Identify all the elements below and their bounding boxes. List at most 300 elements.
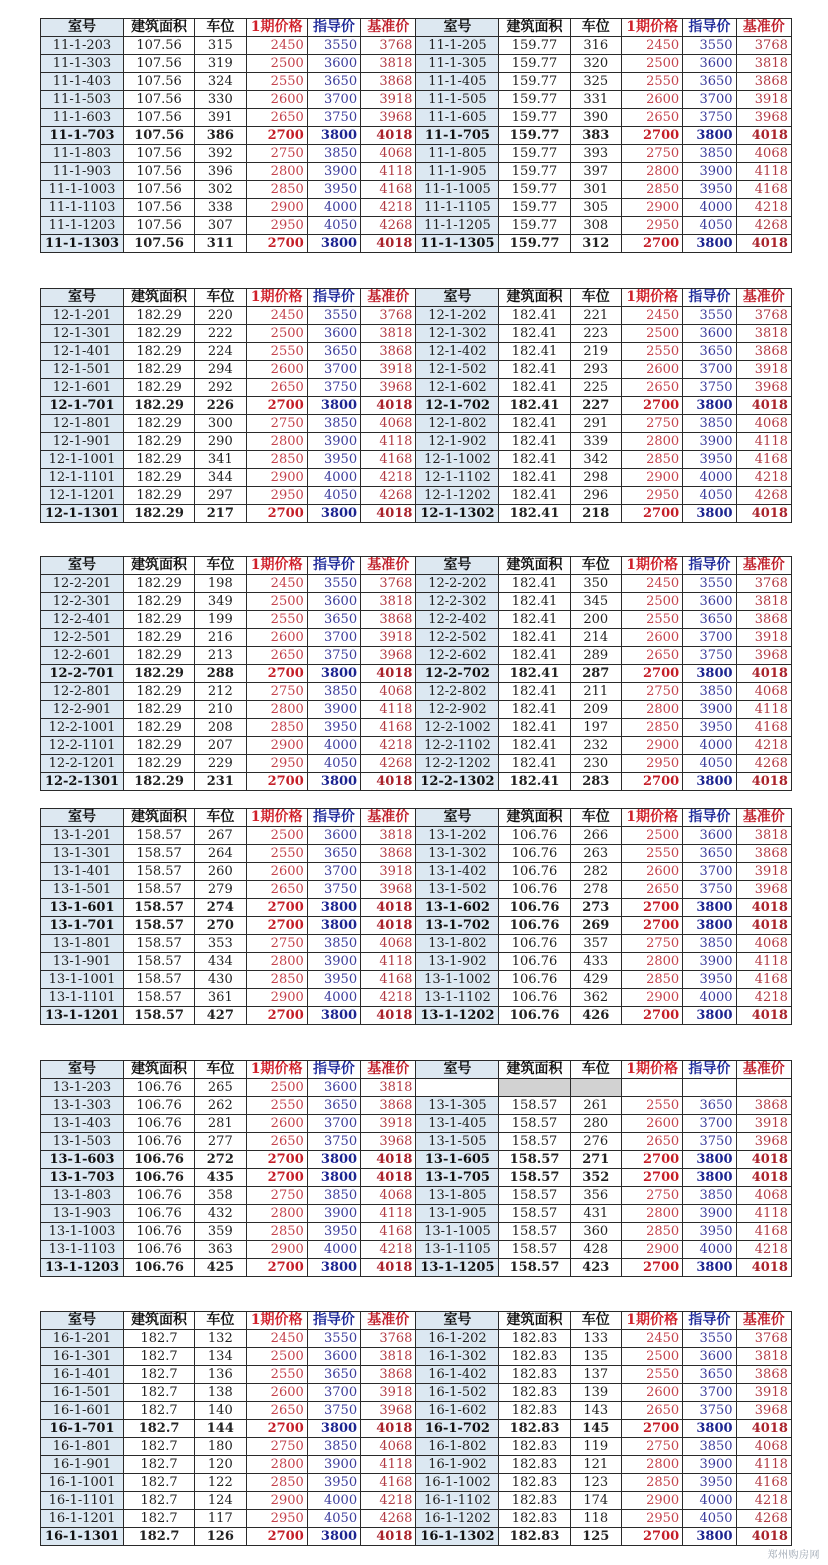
cell-area: 106.76 [499,863,570,881]
cell-room: 12-1-601 [41,379,124,397]
cell-p1: 2750 [621,1438,682,1456]
cell-gd: 3750 [307,1402,360,1420]
cell-bz: 3768 [361,575,416,593]
cell-p1: 2650 [246,1133,307,1151]
column-header: 基准价 [736,809,791,827]
column-header: 建筑面积 [499,19,570,37]
cell-park: 120 [195,1456,246,1474]
cell-area: 106.76 [124,1133,195,1151]
cell-room: 13-1-301 [41,845,124,863]
header-row [41,19,792,37]
cell-area: 106.76 [124,1241,195,1259]
cell-bz: 3968 [736,881,791,899]
cell-p1: 2950 [621,1510,682,1528]
cell-area: 182.29 [124,325,195,343]
cell-gd: 3750 [683,379,736,397]
cell-area: 182.29 [124,593,195,611]
cell-room: 12-1-401 [41,343,124,361]
cell-area: 182.29 [124,433,195,451]
table-row [41,1259,792,1277]
column-header: 指导价 [683,19,736,37]
cell-park: 208 [195,719,246,737]
column-header: 建筑面积 [499,557,570,575]
cell-gd: 3750 [307,647,360,665]
cell-area: 106.76 [124,1169,195,1187]
cell-p1: 2900 [621,1492,682,1510]
cell-bz: 4118 [736,1456,791,1474]
cell-park: 229 [195,755,246,773]
cell-park: 117 [195,1510,246,1528]
cell-p1: 2700 [246,505,307,523]
cell-area: 182.83 [499,1456,570,1474]
cell-area: 182.41 [499,343,570,361]
cell-room: 13-1-1105 [416,1241,499,1259]
cell-room: 11-1-403 [41,73,124,91]
cell-p1: 2450 [246,1330,307,1348]
table-row [41,73,792,91]
cell-gd: 3750 [307,379,360,397]
cell-p1: 2700 [621,1007,682,1025]
cell-area: 182.41 [499,737,570,755]
cell-bz: 4018 [361,505,416,523]
cell-gd: 3800 [683,1528,736,1546]
column-header: 建筑面积 [124,19,195,37]
cell-p1: 2700 [246,899,307,917]
column-header: 室号 [416,1061,499,1079]
cell-area: 159.77 [499,163,570,181]
cell-park: 393 [570,145,621,163]
cell-bz: 3968 [736,1133,791,1151]
cell-area: 182.7 [124,1474,195,1492]
cell-gd: 4000 [683,1492,736,1510]
cell-p1: 2750 [246,1438,307,1456]
cell-area: 182.83 [499,1330,570,1348]
cell-gd: 3850 [307,683,360,701]
cell-area: 182.41 [499,379,570,397]
cell-room: 11-1-803 [41,145,124,163]
column-header: 车位 [195,1312,246,1330]
cell-bz: 3968 [361,109,416,127]
cell-park: 143 [570,1402,621,1420]
cell-gd: 3650 [683,845,736,863]
cell-room: 12-1-802 [416,415,499,433]
cell-bz: 4018 [736,1007,791,1025]
cell-bz: 3918 [736,1115,791,1133]
cell-room: 13-1-401 [41,863,124,881]
cell-park: 230 [570,755,621,773]
table-row [41,1510,792,1528]
cell-room: 16-1-601 [41,1402,124,1420]
cell-park: 273 [570,899,621,917]
column-header: 车位 [570,1061,621,1079]
cell-bz: 3818 [736,593,791,611]
cell-gd: 3600 [683,827,736,845]
cell-room: 13-1-1002 [416,971,499,989]
cell-area: 182.41 [499,469,570,487]
cell-park: 210 [195,701,246,719]
cell-bz: 3868 [361,1097,416,1115]
cell-gd: 3800 [307,397,360,415]
cell-p1: 2600 [246,1384,307,1402]
cell-room: 13-1-305 [416,1097,499,1115]
table-row [41,1348,792,1366]
cell-gd: 3950 [683,1223,736,1241]
cell-gd: 3800 [307,917,360,935]
cell-gd: 3600 [307,325,360,343]
cell-area: 182.41 [499,647,570,665]
cell-area: 159.77 [499,235,570,253]
cell-park: 140 [195,1402,246,1420]
price-table [40,288,792,523]
cell-p1: 2650 [621,647,682,665]
cell-gd: 3750 [683,881,736,899]
cell-area: 106.76 [499,971,570,989]
cell-bz: 3918 [736,91,791,109]
cell-gd: 3950 [683,1474,736,1492]
cell-room: 16-1-702 [416,1420,499,1438]
cell-room: 13-1-1102 [416,989,499,1007]
cell-room: 11-1-405 [416,73,499,91]
cell-park: 209 [570,701,621,719]
table-row [41,1205,792,1223]
table-row [41,325,792,343]
cell-park: 349 [195,593,246,611]
cell-gd: 3800 [307,665,360,683]
cell-area: 106.76 [499,917,570,935]
cell-area: 182.29 [124,397,195,415]
cell-gd: 3600 [683,55,736,73]
cell-area: 182.7 [124,1456,195,1474]
cell-bz: 4018 [736,235,791,253]
cell-room: 13-1-1001 [41,971,124,989]
cell-room: 11-1-505 [416,91,499,109]
cell-bz: 4018 [361,1420,416,1438]
cell-p1: 2450 [246,575,307,593]
cell-bz: 3918 [361,91,416,109]
cell-gd: 3900 [307,953,360,971]
cell-room: 16-1-202 [416,1330,499,1348]
cell-p1: 2550 [621,845,682,863]
cell-bz: 4218 [736,737,791,755]
cell-park: 426 [570,1007,621,1025]
column-header: 室号 [41,1061,124,1079]
cell-park: 264 [195,845,246,863]
cell-p1: 2550 [621,611,682,629]
cell-area: 182.29 [124,451,195,469]
table-row [41,163,792,181]
cell-area: 159.77 [499,217,570,235]
cell-room: 11-1-1105 [416,199,499,217]
cell-gd: 3550 [307,575,360,593]
cell-gd: 3550 [307,1330,360,1348]
cell-bz: 3818 [361,1079,416,1097]
cell-park: 135 [570,1348,621,1366]
cell-room: 16-1-1201 [41,1510,124,1528]
table-row [41,1007,792,1025]
cell-gd: 4050 [307,217,360,235]
table-row [41,935,792,953]
cell-p1: 2650 [621,881,682,899]
cell-park: 290 [195,433,246,451]
table-row [41,1151,792,1169]
column-header: 车位 [195,19,246,37]
cell-park: 217 [195,505,246,523]
cell-p1: 2700 [621,665,682,683]
cell-park: 311 [195,235,246,253]
cell-bz: 4218 [736,469,791,487]
cell-room: 13-1-802 [416,935,499,953]
cell-p1: 2550 [621,1097,682,1115]
cell-room: 12-1-901 [41,433,124,451]
cell-park: 145 [570,1420,621,1438]
cell-area: 158.57 [124,845,195,863]
cell-area: 182.7 [124,1384,195,1402]
cell-area: 182.7 [124,1492,195,1510]
cell-p1: 2700 [621,1420,682,1438]
cell-p1: 2550 [621,1366,682,1384]
cell-p1: 2750 [621,935,682,953]
table-row [41,397,792,415]
cell-area: 182.7 [124,1510,195,1528]
cell-area: 158.57 [499,1169,570,1187]
cell-bz: 3768 [736,1330,791,1348]
cell-p1: 2900 [246,1241,307,1259]
cell-p1: 2750 [246,415,307,433]
column-header: 基准价 [361,1312,416,1330]
cell-p1: 2600 [621,1384,682,1402]
cell-bz: 3868 [361,73,416,91]
price-table [40,808,792,1025]
cell-room: 13-1-603 [41,1151,124,1169]
cell-park: 287 [570,665,621,683]
table-row [41,343,792,361]
cell-park: 218 [570,505,621,523]
cell-room: 12-1-1102 [416,469,499,487]
cell-room: 13-1-801 [41,935,124,953]
cell-area: 107.56 [124,55,195,73]
cell-park: 119 [570,1438,621,1456]
cell-bz: 3818 [736,55,791,73]
cell-area: 159.77 [499,181,570,199]
cell-room: 11-1-605 [416,109,499,127]
cell-room: 12-1-602 [416,379,499,397]
cell-p1: 2650 [246,379,307,397]
cell-bz: 3968 [736,109,791,127]
table-row [41,109,792,127]
cell-park: 296 [570,487,621,505]
cell-area: 182.29 [124,665,195,683]
cell-area: 182.29 [124,505,195,523]
table-row [41,1241,792,1259]
cell-p1: 2600 [246,629,307,647]
cell-p1: 2700 [621,1528,682,1546]
cell-park: 219 [570,343,621,361]
cell-p1: 2500 [246,1348,307,1366]
cell-bz: 4118 [736,953,791,971]
cell-park: 430 [195,971,246,989]
cell-p1: 2700 [621,1259,682,1277]
cell-gd: 3900 [307,433,360,451]
cell-p1: 2800 [246,1205,307,1223]
column-header: 基准价 [361,557,416,575]
column-header: 室号 [41,1312,124,1330]
cell-p1: 2600 [621,629,682,647]
cell-area: 182.29 [124,647,195,665]
cell-room: 16-1-1102 [416,1492,499,1510]
cell-park: 325 [570,73,621,91]
cell-gd: 3950 [683,451,736,469]
cell-p1: 2750 [246,145,307,163]
cell-gd [683,1079,736,1097]
cell-p1: 2900 [621,469,682,487]
cell-area: 182.83 [499,1348,570,1366]
column-header: 室号 [416,289,499,307]
cell-gd: 3800 [683,1420,736,1438]
cell-area: 182.29 [124,469,195,487]
cell-bz: 3818 [361,827,416,845]
cell-bz: 4068 [736,935,791,953]
cell-bz: 4018 [736,1151,791,1169]
cell-area: 182.7 [124,1330,195,1348]
cell-bz: 4168 [736,1474,791,1492]
cell-gd: 3800 [307,235,360,253]
cell-bz: 3868 [736,1097,791,1115]
cell-park: 207 [195,737,246,755]
cell-room: 13-1-601 [41,899,124,917]
cell-room: 13-1-402 [416,863,499,881]
cell-room: 12-1-1201 [41,487,124,505]
cell-park: 216 [195,629,246,647]
cell-bz: 4018 [736,1420,791,1438]
cell-area: 159.77 [499,199,570,217]
cell-area: 182.41 [499,593,570,611]
cell-bz: 4218 [361,199,416,217]
table-row [41,629,792,647]
cell-p1: 2950 [621,217,682,235]
cell-room: 12-2-501 [41,629,124,647]
cell-bz: 4018 [361,917,416,935]
cell-area: 107.56 [124,37,195,55]
watermark: 郑州购房网 [767,1550,820,1561]
cell-p1: 2500 [621,325,682,343]
cell-room: 11-1-203 [41,37,124,55]
table-row [41,683,792,701]
column-header: 建筑面积 [124,289,195,307]
cell-area: 182.41 [499,755,570,773]
cell-bz: 4268 [361,1510,416,1528]
cell-p1: 2450 [246,307,307,325]
cell-area: 182.41 [499,487,570,505]
cell-bz: 4018 [361,773,416,791]
cell-p1: 2700 [246,397,307,415]
column-header: 1期价格 [246,809,307,827]
cell-area: 182.41 [499,701,570,719]
cell-bz: 3768 [361,37,416,55]
cell-area: 182.83 [499,1420,570,1438]
cell-p1: 2900 [246,1492,307,1510]
cell-p1: 2850 [621,181,682,199]
cell-gd: 3950 [683,181,736,199]
column-header: 基准价 [736,1312,791,1330]
column-header: 1期价格 [621,557,682,575]
cell-gd: 3550 [683,1330,736,1348]
cell-bz: 4018 [736,505,791,523]
cell-park: 362 [570,989,621,1007]
cell-area: 158.57 [499,1205,570,1223]
cell-room: 11-1-603 [41,109,124,127]
cell-park: 292 [195,379,246,397]
cell-p1: 2800 [246,953,307,971]
cell-area: 182.29 [124,683,195,701]
cell-area: 182.41 [499,719,570,737]
cell-area: 182.7 [124,1366,195,1384]
cell-p1: 2600 [621,361,682,379]
cell-area: 159.77 [499,91,570,109]
cell-gd: 3800 [683,1259,736,1277]
cell-room: 16-1-402 [416,1366,499,1384]
cell-gd: 3550 [683,37,736,55]
cell-room: 12-2-301 [41,593,124,611]
column-header: 车位 [195,289,246,307]
cell-area: 182.83 [499,1510,570,1528]
cell-room: 16-1-401 [41,1366,124,1384]
cell-gd: 3600 [683,1348,736,1366]
column-header: 1期价格 [246,1312,307,1330]
cell-p1: 2500 [246,1079,307,1097]
cell-park: 291 [570,415,621,433]
cell-room: 11-1-1203 [41,217,124,235]
cell-area: 182.41 [499,629,570,647]
cell-p1: 2850 [621,719,682,737]
cell-p1: 2500 [246,827,307,845]
cell-bz: 3868 [736,343,791,361]
cell-bz: 4018 [361,397,416,415]
column-header: 基准价 [736,19,791,37]
cell-bz: 4168 [736,719,791,737]
cell-area: 106.76 [499,827,570,845]
cell-gd: 3950 [307,181,360,199]
cell-park: 225 [570,379,621,397]
cell-area: 182.29 [124,773,195,791]
table-row [41,593,792,611]
table-row [41,1097,792,1115]
cell-gd: 3700 [683,1115,736,1133]
cell-gd: 4000 [683,1241,736,1259]
cell-gd: 3650 [683,343,736,361]
cell-room: 13-1-902 [416,953,499,971]
cell-room: 13-1-1201 [41,1007,124,1025]
cell-room: 16-1-1202 [416,1510,499,1528]
table-row [41,1366,792,1384]
cell-bz: 4018 [361,1528,416,1546]
price-table [40,556,792,791]
cell-park: 144 [195,1420,246,1438]
column-header: 基准价 [736,557,791,575]
cell-bz: 4168 [361,451,416,469]
cell-bz: 4118 [361,1456,416,1474]
cell-bz: 3868 [736,1366,791,1384]
cell-park: 224 [195,343,246,361]
cell-gd: 3650 [683,1097,736,1115]
cell-room: 13-1-701 [41,917,124,935]
cell-gd: 3700 [307,91,360,109]
cell-park: 272 [195,1151,246,1169]
cell-p1: 2600 [246,863,307,881]
column-header: 建筑面积 [124,557,195,575]
cell-gd: 3600 [307,1079,360,1097]
table-row [41,665,792,683]
cell-room: 12-1-1001 [41,451,124,469]
